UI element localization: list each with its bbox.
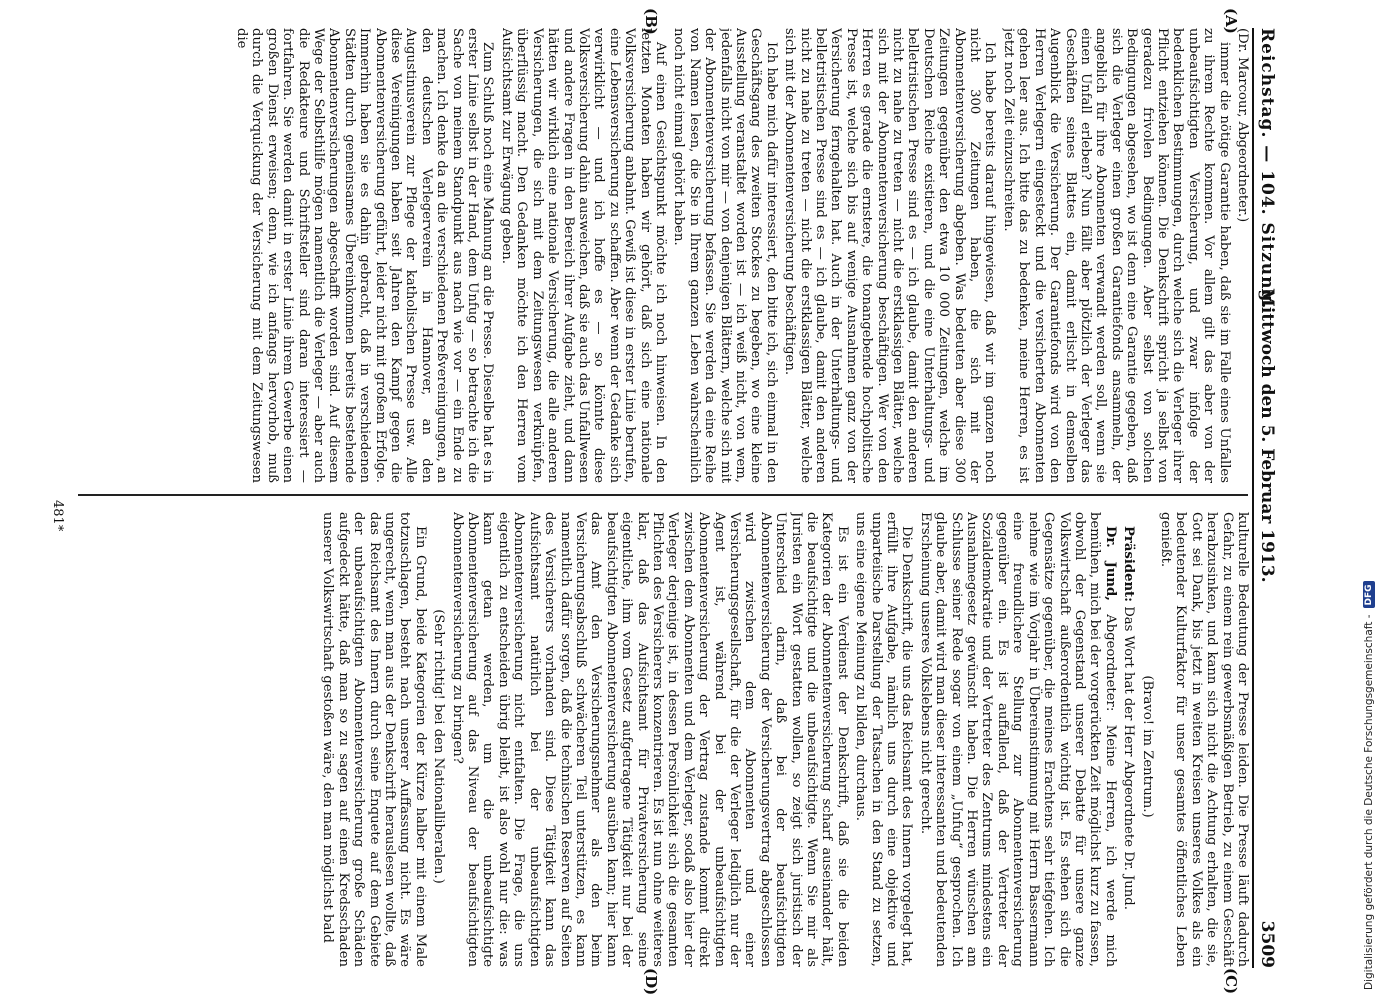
speaker-role: Abgeordneter: xyxy=(1102,614,1118,712)
margin-letter-a: (A) xyxy=(1222,8,1240,34)
margin-letter-c: (C) xyxy=(1222,968,1240,995)
president-line xyxy=(1121,512,1136,967)
paragraph: Es ist ein Verdienst der Denkschrift, daß sie die beiden Kategorien der Abonnentenversicherung scharf auseinander hält, die beaufsichtigte und die unbeaufsichtigte. Wenn Sie mir als Juristen ein Wort gestatten wollen, so zeigt sich juristisch der Unterschied darin, daß bei der beaufsichtigten Abonnentenversicherung der Versicherungsvertrag abgeschlossen wird zwischen dem Abonnenten und einer Versicherungsgesellschaft, für die der Verleger lediglich nur der Agent ist, während bei der unbeaufsichtigten Abonnentenversicherung der Vertrag zustande kommt direkt zwischen dem Abonnenten und dem Verleger, sodaß also hier der Verleger derjenige ist, in dessen Persönlichkeit sich die gesamten Pflichten des Versicherers konzentrieren. Es ist nun ohne weiteres klar, daß das Aufsichtsamt für Privatversicherung seine eigentliche, ihm vom Gesetz aufgetragene Tätigkeit nur bei der beaufsichtigten Abonnentenversicherung ausüben kann; hier kann das Amt den Versicherungsnehmer als den beim Versicherungsabschluß schwächeren Teil unterstützen, es kann namentlich dafür sorgen, daß die technischen Reserven auf Seiten des Versicherers vorhanden sind. Diese Tätigkeit kann das Aufsichtsamt natürlich bei der unbeaufsichtigten Abonnentenversicherung nicht entfalten. Die Frage, die uns eigentlich zu entscheiden übrig bleibt, ist also wohl nur die: was kann getan werden, um die unbeaufsichtigte Abonnentenversicherung auf das Niveau der beaufsichtigten Abonnentenversicherung zu bringen? xyxy=(449,512,850,967)
page-number: 3509 xyxy=(1257,920,1277,968)
speaker-name: Dr. Jund, xyxy=(1102,526,1118,601)
speaker-intro: (Dr. Marcour, Abgeordneter.) xyxy=(1235,28,1250,223)
digitization-text: Digitalisierung gefördert durch die Deutsche Forschungsgemeinschaft - xyxy=(1363,614,1375,990)
paragraph: Auf einen Gesichtspunkt möchte ich noch hinweisen. In den letzten Monaten haben wir gehört, daß sich eine nationale Volksversicherung anbahnt. Gewiß ist diese in erster Linie berufen, eine Lebensversicherung zu schaffen. Aber wenn der Gedanke sich verwirklicht — und ich hoffe es — so könnte diese Volksversicherung dahin ausweichen, daß sie auch das Unfallwesen und andere Fragen in den Bereich ihrer Aufgabe zieht, und dann hätten wir wirklich eine nationale Versicherung, die alle anderen Versicherungen, die sich mit dem Zeitungswesen verknüpfen, überflüssig macht. Den Gedanken möchte ich den Herren vom Aufsichtsamt zur Erwägung geben. xyxy=(498,28,668,483)
left-column xyxy=(70,28,1250,483)
margin-letter-b: (B) xyxy=(642,8,660,35)
paragraph: Ein Grund, beide Kategorien der Kürze halber mit einem Male totzuschlagen, besteht nach unserer Auffassung nicht. Es wäre ungerecht, wenn man aus der Denkschrift herauslesen wollte, daß das Reichsamt des Innern durch seine Enquete auf dem Gebiete der unbeaufsichtigten Abonnentenversicherung große Schäden aufgedeckt hätte, daß man so zu sagen auf einen Kredsschaden unserer Volkswirtschaft gestoßen wäre, den man möglichst bald xyxy=(320,512,428,967)
paragraph: Meine Herren, ich werde mich bemühen, mich bei der vorgerückten Zeit möglichst kurz zu fassen, obwohl der Gegenstand unserer Debatte für unsere ganze Volkswirtschaft außerordentlich wichtig ist. Es stehen sich die Gegensätze gegenüber, die meines Erachtens sehr tiefgehen. Ich nehme wie im Vorjahr in Übereinstimmung mit Herrn Bassermann eine freundlichere Stellung zur Abonnentenversicherung gegenüber ein. Es ist auffallend, daß der Vertreter der Sozialdemokratie und der Vertreter des Zentrums mindestens ein Ausnahmegesetz gewünscht haben. Die Herren wünschen am Schlusse seiner Rede sogar von einem „Unfug“ gesprochen. Ich glaube aber, damit wird man dieser interessanten und bedeutenden Erscheinung unseres Volkslebens nicht gerecht. xyxy=(917,512,1118,967)
sheet-number: 481* xyxy=(50,500,65,532)
applause-note: (Sehr richtig! bei den Nationalliberalen.) xyxy=(431,609,447,884)
digitization-strip xyxy=(1358,10,1380,990)
margin-letter-d: (D) xyxy=(642,968,660,996)
right-column xyxy=(70,512,1250,967)
paragraph: Ich habe bereits darauf hingewiesen, daß wir im ganzen noch nicht 300 Zeitungen haben, die sich mit der Abonnentenversicherung abgeben. Was bedeuten aber diese 300 Zeitungen gegenüber den etwa 10 000 Zeitungen, welche im Deutschen Reiche existieren, und die eine Unterhaltungs- und belletristischen Presse sind es — ich glaube, damit den anderen nicht zu nahe zu treten — nicht die erstklassigen Blätter, welche sich mit der Abonnentenversicherung beschäftigen. Wer von den Herren es gerade die ernstere, die tonangebende hochpolitische Presse ist, welche sich bis auf wenige Ausnahmen ganz von der Versicherung ferngehalten hat. Auch in der Unterhaltungs- und belletristischen Presse sind es — ich glaube, damit den anderen nicht zu nahe zu treten — nicht die erstklassigen Blätter, welche sich mit der Abonnentenversicherung beschäftigen. xyxy=(782,28,998,483)
paragraph: Die Denkschrift, die uns das Reichsamt des Innern vorgelegt hat, erfüllt ihre Aufgabe, nämlich uns durch eine objektive und unparteiische Darstellung der Tatsachen in den Stand zu setzen, uns eine eigene Meinung zu bilden, durchaus. xyxy=(853,512,915,967)
dfg-logo: DFG xyxy=(1363,581,1375,608)
speaker-line xyxy=(917,512,1117,967)
president-label: Präsident: xyxy=(1121,526,1137,603)
header-left: Reichstag. — 104. Sitzung. xyxy=(1257,28,1277,310)
header-date: Mittwoch den 5. Februar 1913. xyxy=(1257,288,1277,583)
page-header xyxy=(1252,28,1280,968)
applause-note: (Bravo! im Zentrum.) xyxy=(1139,675,1155,818)
paragraph: Ich habe mich dafür interessiert, den bitte ich, sich einmal in den Geschäftsgang des zweiten Stockes zu begeben, wo eine kleine Ausstellung veranstaltet worden ist — ich weiß nicht, von wem, jedenfalls nicht von mir — von denjenigen Blättern, welche sich mit der Abonnentenversicherung befassen. Sie werden da eine Reihe von Namen lesen, die Sie in Ihrem ganzen Leben wahrscheinlich noch nicht einmal gehört haben. xyxy=(671,28,779,483)
column-divider xyxy=(78,494,1248,496)
paragraph: kulturelle Bedeutung der Presse leiden. Die Presse läuft dadurch Gefahr, zu einem rein gewerbsmäßigen Betrieb, zu einem Geschäft herabzusinken, und kann sich nicht die Achtung erhalten, die sie, Gott sei Dank, bis jetzt in weiten Kreisen unseres Volkes als ein bedeutender Kulturfaktor für unser gesamtes öffentliches Leben genießt. xyxy=(1157,512,1250,967)
paragraph: Zum Schluß noch eine Mahnung an die Presse. Dieselbe hat es in erster Linie selbst in der Hand, dem Unfug — so betrachte ich die Sache von meinem Standpunkt aus nach wie vor — ein Ende zu machen. Ich denke da an die verschiedenen Preßvereinigungen, an den deutschen Verlegerverein in Hannover, an den Augustinusverein zur Pflege der katholischen Presse usw. Alle diese Vereinigungen haben seit Jahren den Kampf gegen die Abonnentenversicherung geführt, leider nicht mit großem Erfolge. Immerhin haben sie es dahin gebracht, daß in verschiedenen Städten durch gemeinsames Übereinkommen bereits bestehende Abonnentenversicherungen abgeschafft worden sind. Auf diesem Wege der Selbsthilfe mögen namentlich die Verleger — aber auch die Redakteure und Schriftsteller sind daran interessiert — fortfahren. Sie werden damit in erster Linie ihrem Gewerbe einen großen Dienst erweisen; denn, wie ich anfangs hervorhob, muß durch die Verquickung der Versicherung mit dem Zeitungswesen die xyxy=(234,28,496,483)
president-text: Das Wort hat der Herr Abgeordnete Dr. Jund. xyxy=(1121,606,1137,910)
digitization-note xyxy=(1358,10,1380,990)
paragraph: immer die nötige Garantie haben, daß sie im Falle eines Unfalles zu ihrem Rechte kommen. Vor allem gilt das aber von der unbeaufsichtigten Versicherung, und zwar infolge der bedenklichen Bestimmungen, durch welche sich die Verleger ihrer Pflicht entziehen können. Die Denkschrift spricht ja selbst von geradezu frivolen Bedingungen. Aber selbst von solchen Bedingungen abgesehen, wo ist denn eine Garantie gegeben, daß sich die Verleger einen großen Garantiefonds ansammeln, der angeblich für ihre Abonnenten verwandt werden soll, wenn sie einen Unfall erleben? Nun fällt aber plötzlich der Verleger das Geschäften seines Blattes ein, damit erlischt in demselben Augenblick die Versicherung. Der Garantiefonds wird von den Herren Verlegern eingesteckt und die versicherten Abonnenten gehen leer aus. Ich bitte das zu bedenken, meine Herren, es ist jetzt noch Zeit einzuschreiten. xyxy=(1000,28,1232,483)
